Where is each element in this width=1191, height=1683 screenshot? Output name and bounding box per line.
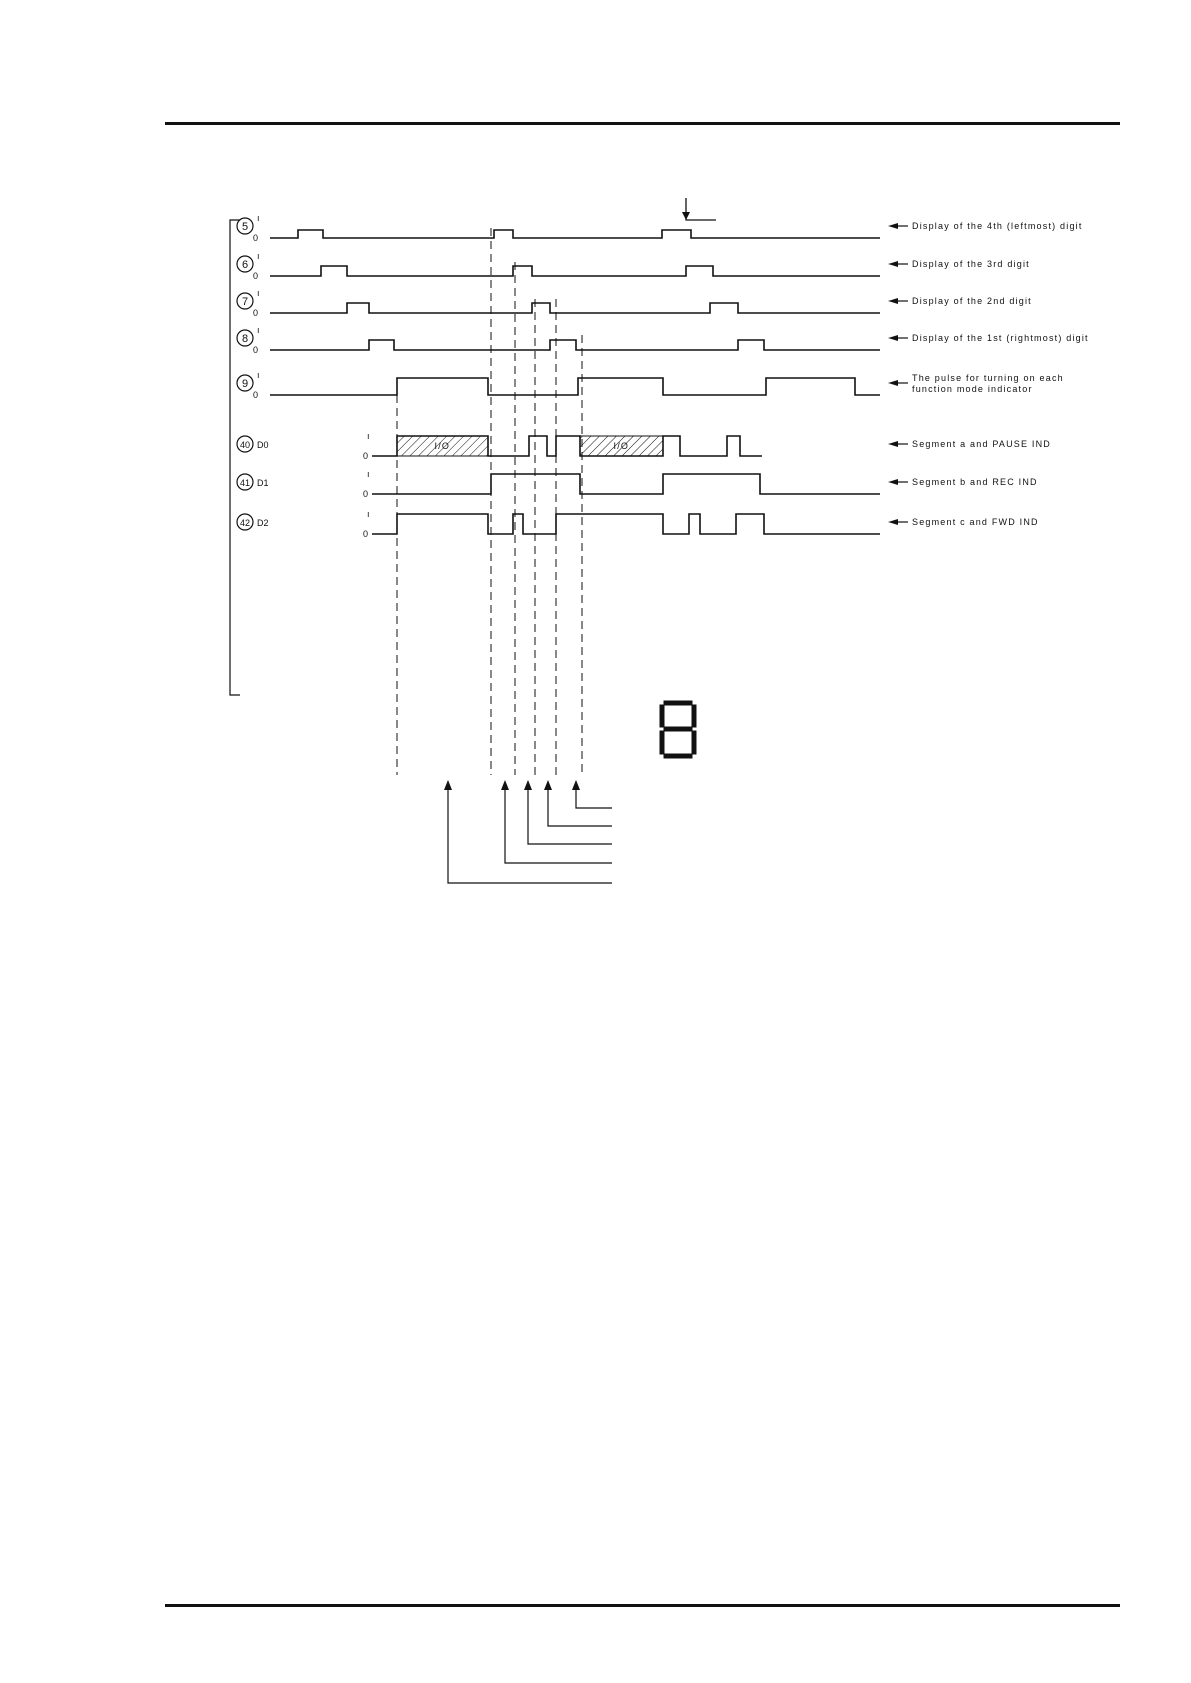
- pin-number-41: 41: [239, 478, 251, 488]
- ic-bracket: [230, 220, 240, 695]
- level-high-mark: ı: [257, 325, 260, 335]
- level-low-mark: 0: [253, 271, 259, 281]
- waveform-row-2: [270, 303, 880, 313]
- level-low-mark: 0: [363, 451, 369, 461]
- level-high-mark: ı: [367, 431, 370, 441]
- waveform-row-3: [270, 340, 880, 350]
- row-label-7: Segment c and FWD IND: [912, 517, 1039, 527]
- level-low-mark: 0: [253, 345, 259, 355]
- bottom-arrowheads: [444, 780, 580, 790]
- port-label-D1: D1: [257, 478, 269, 488]
- top-note-leader: [686, 198, 716, 220]
- row-label-4: The pulse for turning on each: [912, 373, 1064, 383]
- waveform-row-0: [270, 230, 880, 238]
- pin-number-40: 40: [239, 440, 251, 450]
- io-label-0: I/O: [434, 441, 451, 451]
- pin-number-9: 9: [241, 378, 249, 390]
- level-low-mark: 0: [253, 233, 259, 243]
- row-label-5: Segment a and PAUSE IND: [912, 439, 1051, 449]
- waveform-row-7: [372, 514, 880, 534]
- pin-number-7: 7: [241, 296, 249, 308]
- pin-number-6: 6: [241, 259, 249, 271]
- row-label-0: Display of the 4th (leftmost) digit: [912, 221, 1083, 231]
- row-label-4-line2: function mode indicator: [912, 384, 1033, 394]
- pin-number-5: 5: [241, 221, 249, 233]
- port-label-D2: D2: [257, 518, 269, 528]
- level-high-mark: ı: [257, 251, 260, 261]
- pin-number-8: 8: [241, 333, 249, 345]
- level-high-mark: ı: [257, 288, 260, 298]
- row-label-3: Display of the 1st (rightmost) digit: [912, 333, 1089, 343]
- row-label-1: Display of the 3rd digit: [912, 259, 1030, 269]
- level-high-mark: ı: [257, 213, 260, 223]
- bottom-leaders: [448, 785, 612, 883]
- top-note-arrow: [682, 212, 690, 220]
- level-low-mark: 0: [363, 489, 369, 499]
- pin-number-42: 42: [239, 518, 251, 528]
- level-low-mark: 0: [253, 308, 259, 318]
- port-label-D0: D0: [257, 440, 269, 450]
- bottom-rule: [165, 1604, 1120, 1607]
- waveform-row-6: [372, 474, 880, 494]
- waveform-row-1: [270, 266, 880, 276]
- seven-segment-digit: [662, 703, 694, 756]
- waveform-row-4: [270, 378, 880, 395]
- level-low-mark: 0: [363, 529, 369, 539]
- level-high-mark: ı: [257, 370, 260, 380]
- level-high-mark: ı: [367, 509, 370, 519]
- io-label-1: I/O: [613, 441, 630, 451]
- level-low-mark: 0: [253, 390, 259, 400]
- row-label-6: Segment b and REC IND: [912, 477, 1038, 487]
- timing-guides: [397, 228, 582, 775]
- level-high-mark: ı: [367, 469, 370, 479]
- row-label-2: Display of the 2nd digit: [912, 296, 1032, 306]
